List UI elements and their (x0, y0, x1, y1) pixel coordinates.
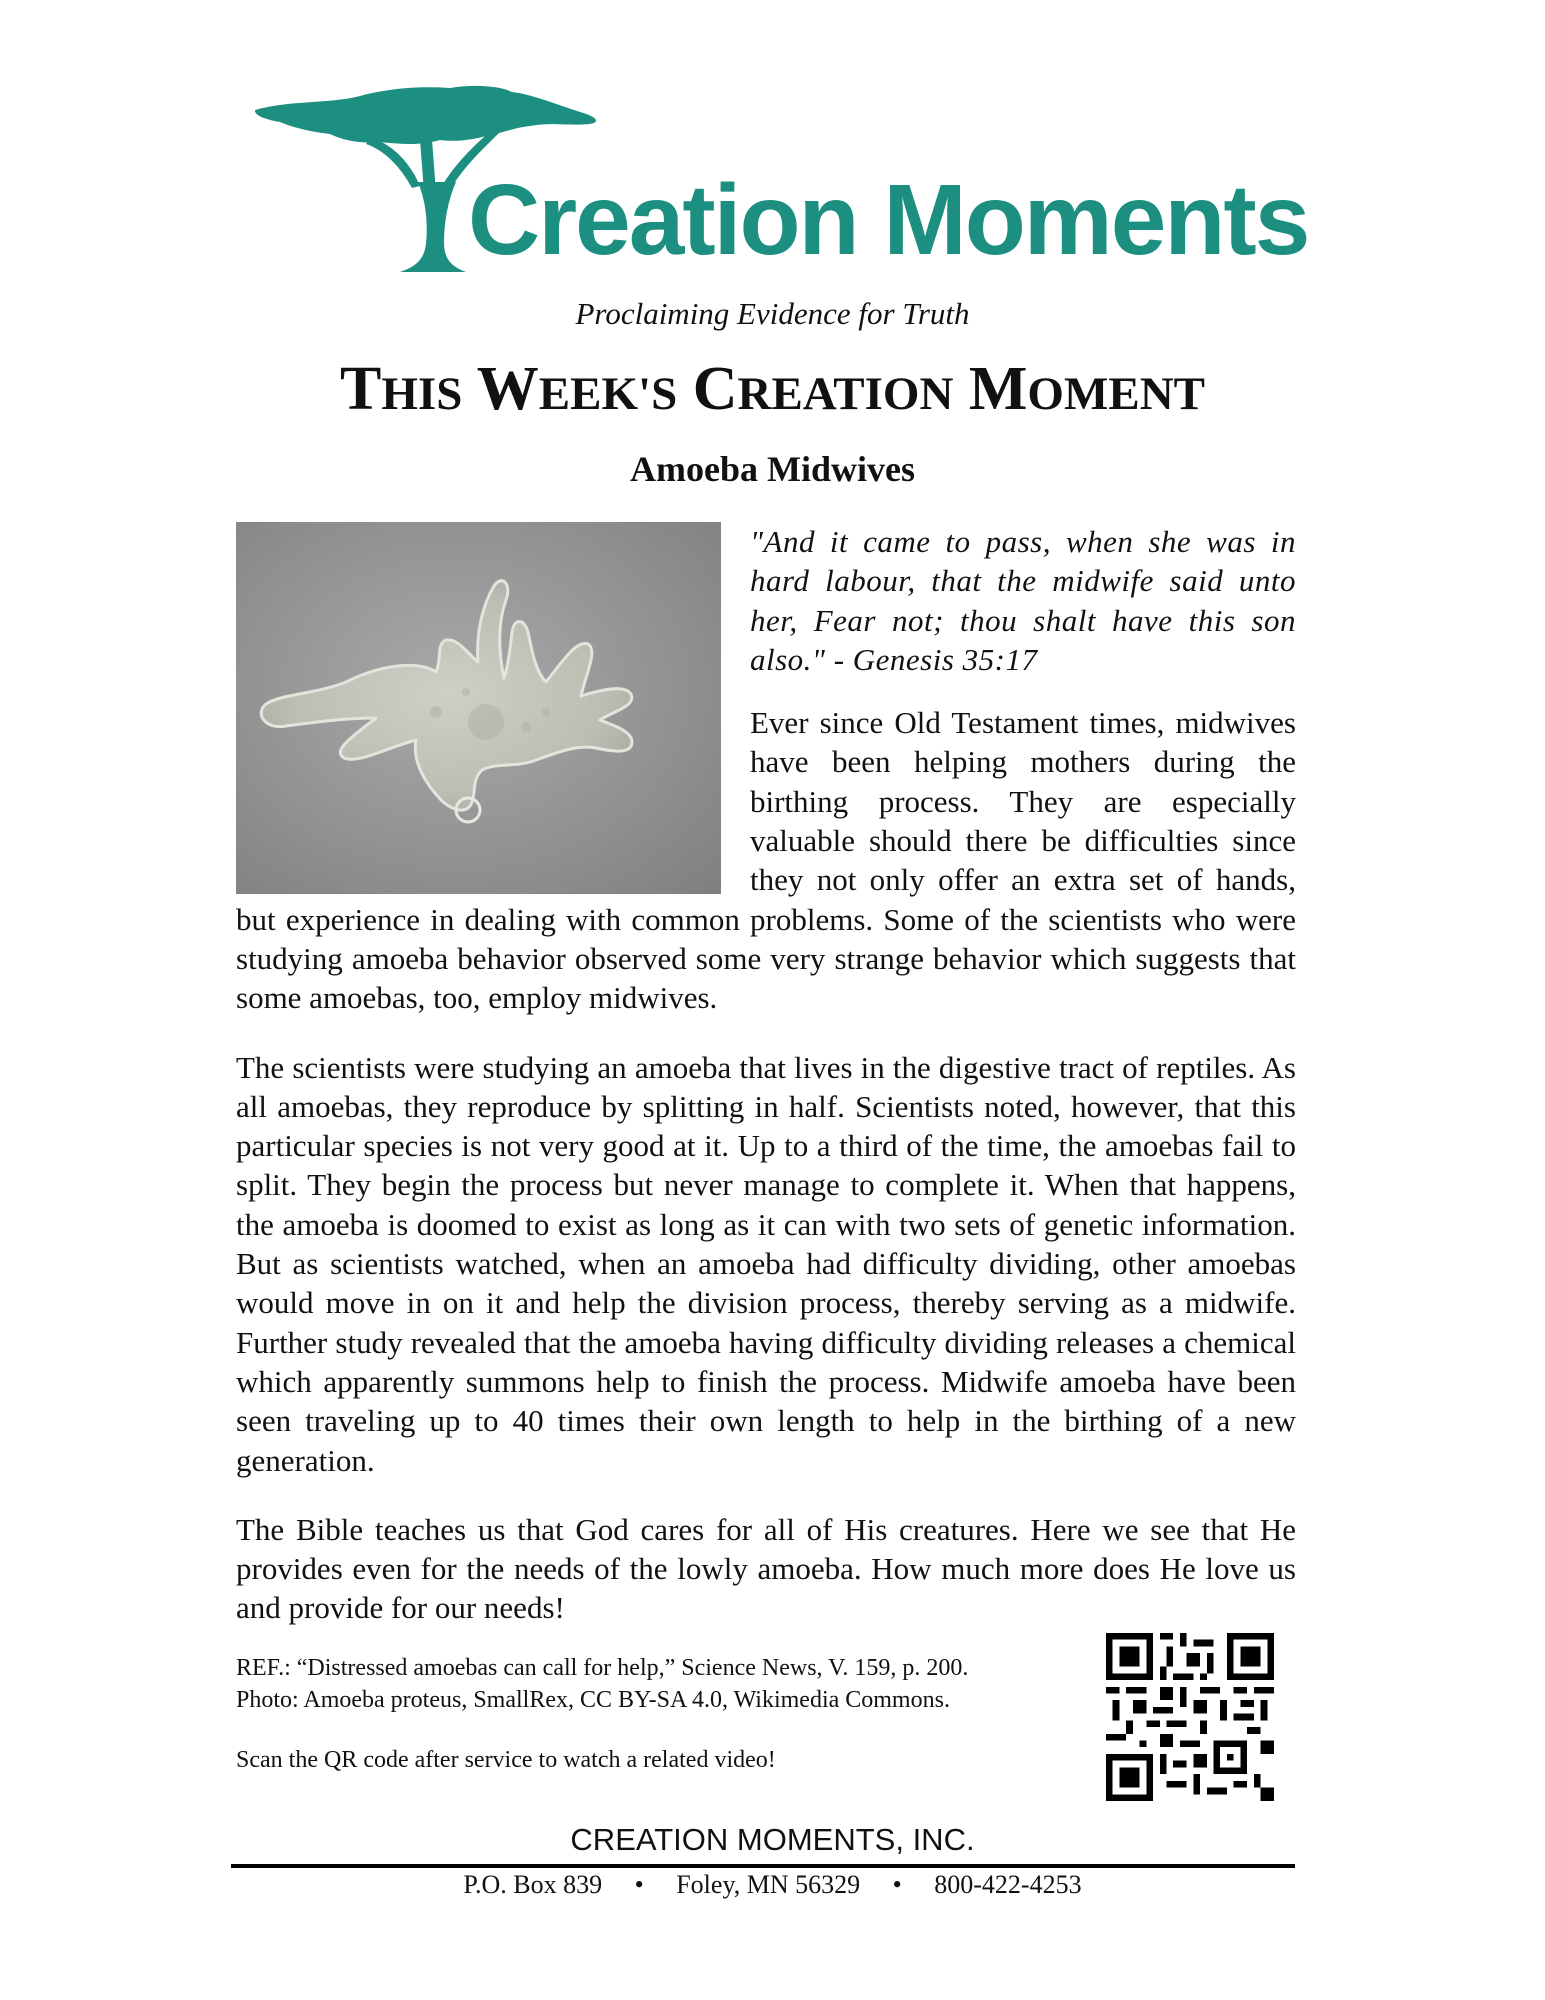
phone: 800-422-4253 (934, 1870, 1082, 1899)
page-title: THIS WEEK'S CREATION MOMENT (340, 355, 1205, 423)
scan-prompt: Scan the QR code after service to watch a related video! (236, 1747, 776, 1773)
scripture-verse: "And it came to pass, when she was in hard labour, that the midwife said unto her, Fear not; thou shalt have this son also." - Genesis 35:17 (750, 524, 1296, 677)
footer-divider (231, 1864, 1295, 1868)
article-body (236, 522, 1296, 1658)
reference-line: REF.: “Distressed amoebas can call for help,” Science News, V. 159, p. 200. (236, 1655, 969, 1681)
photo-credit: Photo: Amoeba proteus, SmallRex, CC BY-SA 4.0, Wikimedia Commons. (236, 1687, 950, 1713)
article-paragraph-3: The Bible teaches us that God cares for all of His creatures. Here we see that He provides even for the needs of the lowly amoeba. How much more does He love us and provide for our needs! (236, 1511, 1296, 1626)
separator: • (634, 1870, 644, 1899)
article-paragraph-1: Ever since Old Testament times, midwives have been helping mothers during the birthing process. They are especially valuable should there be difficulties since they not only offer an extra set of hands, but experience in dealing with common problems. Some of the scientists who were studying amoeba behavior observed some very strange behavior which suggests that some amoebas, too, employ midwives. (236, 705, 1296, 1016)
separator: • (892, 1870, 902, 1899)
references (236, 1652, 968, 1716)
article-title: Amoeba Midwives (630, 449, 915, 489)
brand-name: Creation Moments (468, 164, 1309, 276)
photo-spacer (236, 522, 750, 897)
article-paragraph-2: The scientists were studying an amoeba that lives in the digestive tract of reptiles. As all amoebas, they reproduce by splitting in half. Scientists noted, however, that this particular species is not very good at it. Up to a third of the time, the amoebas fail to split. They begin the process but never manage to complete it. When that happens, the amoeba is doomed to exist as long as it can with two sets of genetic information. But as scientists watched, when an amoeba had difficulty dividing, other amoebas would move in on it and help the division process, thereby serving as a midwife. Further study revealed that the amoeba having difficulty dividing releases a chemical which apparently summons help to finish the process. Midwife amoeba have been seen traveling up to 40 times their own length to help in the birthing of a new generation. (236, 1049, 1296, 1478)
tagline: Proclaiming Evidence for Truth (575, 296, 970, 331)
qr-code-icon[interactable] (1106, 1633, 1274, 1801)
company-name: CREATION MOMENTS, INC. (570, 1822, 975, 1857)
city: Foley, MN 56329 (676, 1870, 861, 1899)
contact-info (0, 1870, 1545, 1900)
po-box: P.O. Box 839 (463, 1870, 603, 1899)
